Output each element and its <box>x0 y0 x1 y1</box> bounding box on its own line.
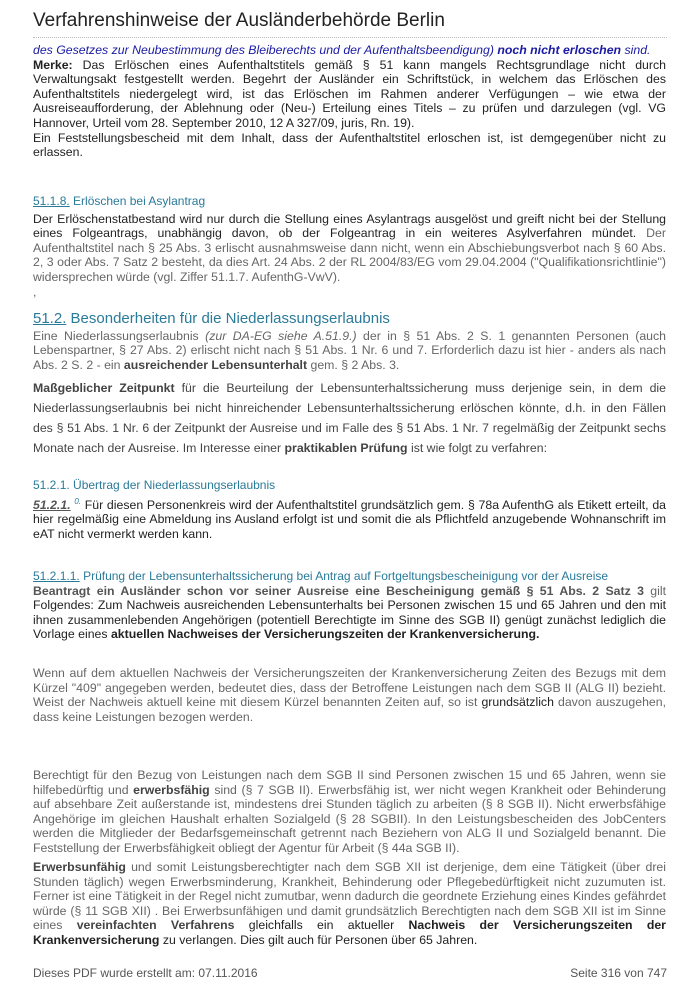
section-text-dark: Der Erlöschenstatbestand wird nur durch die Stellung eines Asylantrags ausgelöst und greift nicht bei der Stellung eines Folgeantrags, unabhängig davon, ob der Folgeantrag in ein weiteres Asylverfahren mündet. <box>33 211 666 241</box>
pruefung-bold: praktikablen Prüfung <box>284 441 408 456</box>
nl-text-end: gem. § 2 Abs. 3. <box>310 357 400 372</box>
nachweis-bold: aktuellen Nachweises der Versicherungszeiten der Krankenversicherung. <box>110 627 540 642</box>
verfahren-bold: vereinfachten Verfahrens <box>76 918 235 933</box>
section-heading: 51.2.1. Übertrag der Niederlassungserlaubnis <box>33 478 276 492</box>
section-51-2-1-1 <box>33 569 666 642</box>
paragraph-wenn <box>33 666 666 724</box>
section-51-1-8 <box>33 194 666 299</box>
erwerbsfaehig-bold: erwerbsfähig <box>133 782 210 797</box>
paragraph-merke <box>33 43 666 160</box>
footer-date: Dieses PDF wurde erstellt am: 07.11.2016 <box>33 966 258 980</box>
merke-text: Das Erlöschen eines Aufenthaltstitels gemäß § 51 kann mangels Rechtsgrundlage nicht durch Verwaltungsakt festgestellt werden. Begehrt der Ausländer ein Schriftstück, in welchem das Erlöschen des Aufenthaltstitels niedergelegt wird, ist das Erlöschen im Rahmen anderer Verfügungen – wie etwa der Ausreiseaufforderung, der Ablehnung oder (Neu-) Erteilung eines Titels – zu prüfen und darzulegen (vgl. VG Hannover, Urteil vom 28. September 2010, 12 A 327/09, juris, Rn. 19). <box>33 57 666 130</box>
intro-bold: noch nicht erloschen <box>497 43 622 57</box>
nl-text-2: der in § 51 Abs. 2 S. 1 genannten Personen (auch Lebenspartner, § 27 Abs. 2) erlischt nicht nach § 51 Abs. 1 Nr. 6 und 7. Erforderlich dazu ist hier - anders als nach Abs. 2 S. 2 - ein <box>33 328 666 372</box>
intro-italic: des Gesetzes zur Neubestimmung des Bleiberechts und der Aufenthaltsbeendigung) <box>33 43 494 57</box>
gilt-text: gilt <box>650 583 666 598</box>
section-51-2-1 <box>33 478 666 541</box>
zeitpunkt-bold: Maßgeblicher Zeitpunkt <box>33 381 175 396</box>
page-header-title: Verfahrenshinweise der Ausländerbehörde Berlin <box>33 10 445 31</box>
erwerbsunfaehig-bold: Erwerbsunfähig <box>33 860 126 874</box>
section-51-2 <box>33 312 666 458</box>
unfaehig-text-1: und somit Leistungsberechtigter nach dem SGB XII ist derjenige, dem eine Tätigkeit (über drei Stunden täglich) wegen Erwerbsminderung, Krankheit, Behinderung oder Pflegebedürftigkeit nicht zuzumuten ist. Ferner ist eine Tätigkeit in der Regel nicht zumutbar, wenn dadurch die geordnete Erziehung eines Kindes gefährdet würde (§ 11 SGB XII) . Bei Erwerbsunfähigen und damit grundsätzlich Berechtigten nach dem SGB XII ist im Sinne eines <box>33 860 666 933</box>
wenn-text: Wenn auf dem aktuellen Nachweis der Versicherungszeiten der Krankenversicherung Zeiten des Bezugs mit dem Kürzel "409" angegeben werden, bedeutet dies, dass der Betroffene Leistungen nach dem SGB II (ALG II) bezieht. Weist der Nachweis aktuell keine mit diesem Kürzel benannten Zeiten auf, so ist <box>33 666 666 710</box>
stray-comma: , <box>33 284 37 299</box>
section-number-link[interactable]: 51.2.1.1. <box>33 569 80 583</box>
section-text-gray: Der Aufenthaltstitel nach § 25 Abs. 3 erlischt ausnahmsweise dann nicht, wenn ein Abschiebungsverbot nach § 60 Abs. 2, 3 oder Abs. 7 Satz 2 besteht, da dies Art. 24 Abs. 2 der RL 2004/83/EG vom 29.04.2004 ("Qualifikationsrichtlinie") widersprechen würde (vgl. Ziffer 51.1.7. AufenthG-VwV). <box>33 226 666 284</box>
nachweis-bold: Nachweis der Versicherungszeiten der Krankenversicherung <box>33 918 666 947</box>
intro-end: sind. <box>624 43 651 57</box>
paragraph-berechtigt <box>33 768 666 856</box>
header-divider <box>33 37 667 38</box>
footer-page-number: Seite 316 von 747 <box>570 966 667 980</box>
section-title: Erlöschen bei Asylantrag <box>73 194 206 208</box>
section-number-link[interactable]: 51.2.1. <box>33 497 71 512</box>
unfaehig-text-2: gleichfalls ein aktueller <box>248 918 395 933</box>
section-number-link[interactable]: 51.2. <box>33 310 67 327</box>
wenn-end: davon auszugehen, dass keine Leistungen bezogen werden. <box>33 695 666 724</box>
grundsaetzlich-text: grundsätzlich <box>481 695 554 710</box>
merke-label: Merke: <box>33 57 73 72</box>
zeitpunkt-text: für die Beurteilung der Lebensunterhaltssicherung muss derjenige sein, in dem die Niederlassungserlaubnis bei nicht hinreichender Lebensunterhaltssicherung erlöschen könnte, d.h. in den Fällen des § 51 Abs. 1 Nr. 6 der Zeitpunkt der Ausreise und im Falle des § 51 Abs. 1 Nr. 7 regelmäßig der Zeitpunkt sechs Monate nach der Ausreise. Im Interesse einer <box>33 381 666 456</box>
unfaehig-text-3: zu verlangen. Dies gilt auch für Personen über 65 Jahren. <box>162 932 478 947</box>
feststellung-text: Ein Feststellungsbescheid mit dem Inhalt, dass der Aufenthaltstitel erloschen ist, ist demgegenüber nicht zu erlassen. <box>33 130 666 160</box>
antrag-bold: Beantragt ein Ausländer schon vor seiner Ausreise eine Bescheinigung gemäß § 51 Abs. 2 Satz 3 <box>33 583 644 598</box>
section-text: Für diesen Personenkreis wird der Aufenthaltstitel grundsätzlich gem. § 78a AufenthG als Etikett erteilt, da hier regelmäßig eine Abmeldung ins Ausland erfolgt ist und somit die als Pflichtfeld anzugebende Wohnanschrift im eAT nicht vermerkt werden kann. <box>33 497 666 541</box>
nl-text-1: Eine Niederlassungserlaubnis <box>33 328 199 343</box>
zeitpunkt-end: ist wie folgt zu verfahren: <box>410 441 547 456</box>
berechtigt-text-2: sind (§ 7 SGB II). Erwerbsfähig ist, wer nicht wegen Krankheit oder Behinderung auf absehbare Zeit außerstande ist, mindestens drei Stunden täglich zu arbeiten (§ 8 SGB II). Nicht erwerbsfähige Angehörige im gleichen Haushalt erhalten Sozialgeld (§ 28 SGBII). In den Leistungsbescheiden des JobCenters werden die Mitglieder der Bedarfsgemeinschaft getrennt nach Beziehern von ALG II und Sozialgeld benannt. Die Feststellung der Erwerbsfähigkeit obliegt der Agentur für Arbeit (§ 44a SGB II). <box>33 782 666 855</box>
nl-text-bold: ausreichender Lebensunterhalt <box>123 357 308 372</box>
section-number-link[interactable]: 51.1.8. <box>33 194 70 208</box>
berechtigt-text-1: Berechtigt für den Bezug von Leistungen nach dem SGB II sind Personen zwischen 15 und 65 Jahren, wenn sie hilfebedürftig und <box>33 768 666 797</box>
sub-number: 0. <box>74 496 82 506</box>
paragraph-erwerbsunfaehig <box>33 860 666 948</box>
folgendes-text: Folgendes: Zum Nachweis ausreichenden Lebensunterhalts bei Personen zwischen 15 und 65 Jahren und den mit ihnen zusammenlebenden Angehörigen (potentiell Berechtigte im Sinne des SGB II) genügt zunächst lediglich die Vorlage eines <box>33 598 666 642</box>
nl-text-italic: (zur DA-EG siehe A.51.9.) <box>205 328 357 343</box>
section-title: Prüfung der Lebensunterhaltssicherung bei Antrag auf Fortgeltungsbescheinigung vor der Ausreise <box>83 569 609 583</box>
section-title: Besonderheiten für die Niederlassungserlaubnis <box>70 310 390 327</box>
